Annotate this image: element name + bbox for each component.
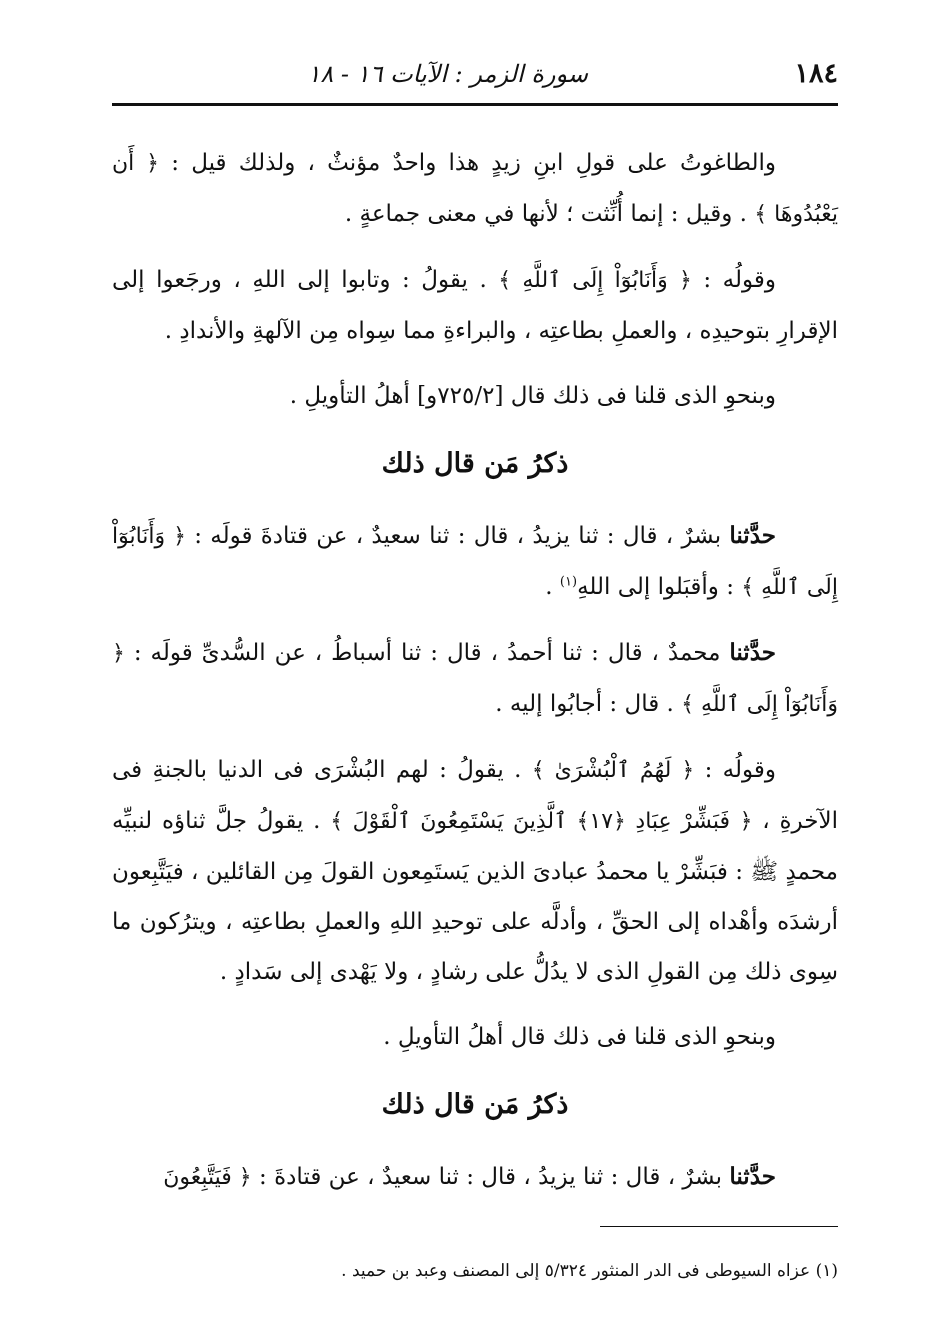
quran-verse: ﴿ أَن يَعْبُدُوهَا ﴾: [112, 151, 838, 227]
text-run: . يقولُ : لهم البُشْرَى فى الدنيا بالجنةِ فى الآخرةِ ،: [112, 757, 838, 834]
report-lead: حدَّثنا: [729, 639, 776, 666]
text-run: .: [545, 574, 560, 600]
text-run: والطاغوتُ على قولِ ابنِ زيدٍ هذا واحدٌ مؤنثٌ ، ولذلك قيل :: [159, 150, 776, 176]
text-run: محمدٌ ، قال : ثنا أحمدُ ، قال : ثنا أسباطُ ، عن السُّدىِّ قولَه :: [124, 640, 730, 666]
footnote-reference[interactable]: (١): [559, 574, 578, 590]
text-run: . وقيل : إنما أُنِّثت ؛ لأنها في معنى جماعةٍ .: [344, 201, 755, 227]
paragraph-bushra: [112, 745, 838, 997]
quran-verse: ﴿ فَيَتَّبِعُونَ: [163, 1165, 252, 1190]
page-header: [112, 52, 838, 100]
quran-verse: ﴿ وَأَنَابُوٓاْ إِلَى ٱللَّهِ ﴾: [498, 268, 692, 293]
quran-verse: ﴿ لَهُمُ ٱلْبُشْرَىٰ ﴾: [531, 758, 695, 783]
text-run: . يقولُ : وتابوا إلى اللهِ ، ورجَعوا إلى الإقرارِ بتوحيدِه ، والعملِ بطاعتِه ، والبراءةِ مما سِواه مِن الآلهةِ والأندادِ .: [112, 267, 838, 344]
paragraph-consensus: [112, 371, 838, 421]
quran-verse: ﴿ وَأَنَابُوٓاْ إِلَى ٱللَّهِ ﴾: [112, 641, 838, 717]
main-text: [112, 138, 838, 1218]
header-rule: [112, 103, 838, 106]
footnote-rule: [600, 1226, 838, 1227]
section-heading-1: ذكرُ مَن قال ذلك: [381, 448, 569, 479]
quran-verse: ﴿ وَأَنَابُوٓاْ إِلَى ٱللَّهِ ﴾: [112, 524, 838, 600]
paragraph-taghut: [112, 138, 838, 240]
text-run: : وأقبَلوا إلى اللهِ: [577, 574, 742, 600]
report-lead: حدَّثنا: [729, 522, 776, 549]
text-run: وقولُه :: [691, 267, 776, 293]
running-title: سورة الزمر : الآيات ١٦ - ١٨: [307, 60, 588, 88]
text-run: وبنحوِ الذى قلنا فى ذلك قال [٧٢٥/٢و] أهلُ التأويلِ .: [289, 383, 776, 409]
report-lead: حدَّثنا: [729, 1163, 776, 1190]
footnote: (١) عزاه السيوطى فى الدر المنثور ٥/٣٢٤ إلى المصنف وعبد بن حميد .: [341, 1261, 838, 1281]
quran-verse: ﴿ فَبَشِّرْ عِبَادِ ﴿١٧﴾ ٱلَّذِينَ يَسْتَمِعُونَ ٱلْقَوْلَ ﴾: [330, 809, 753, 834]
report-suddi: [112, 628, 838, 730]
paragraph-anabu: [112, 255, 838, 356]
text-run: بشرٌ ، قال : ثنا يزيدُ ، قال : ثنا سعيدٌ ، عن قتادةَ قولَه :: [186, 523, 730, 549]
report-qatada-2: [112, 1152, 838, 1203]
paragraph-consensus-2: وبنحوِ الذى قلنا فى ذلك قال أهلُ التأويلِ .: [383, 1024, 776, 1050]
report-qatada: [112, 511, 838, 613]
text-run: بشرٌ ، قال : ثنا يزيدُ ، قال : ثنا سعيدٌ ، عن قتادةَ :: [251, 1164, 730, 1190]
text-run: وقولُه :: [694, 757, 777, 783]
text-run: . يقولُ جلَّ ثناؤه لنبيِّه محمدٍ ﷺ : فبَشِّرْ يا محمدُ عبادىَ الذين يَستَمِعون القولَ مِن القائلين ، فيَتَّبِعون أرشدَه وأهْداه إلى الحقِّ ، وأدلَّه على توحيدِ اللهِ والعملِ بطاعتِه ، ويترُكون ما سِوى ذلك مِن القولِ الذى لا يدُلُّ على رشادٍ ، ولا يَهْدى إلى سَدادٍ .: [112, 808, 838, 985]
text-run: . قال : أجابُوا إليه .: [495, 691, 682, 717]
section-heading-2: ذكرُ مَن قال ذلك: [381, 1089, 569, 1120]
page-number: ١٨٤: [794, 58, 838, 89]
